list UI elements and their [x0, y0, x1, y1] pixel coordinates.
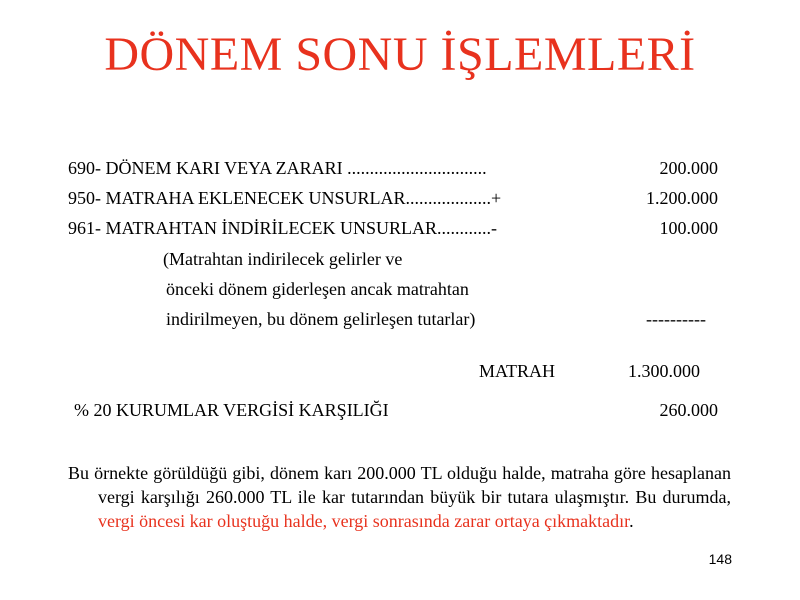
account-amount: 100.000 [659, 218, 718, 238]
matrah-label: MATRAH [479, 361, 556, 381]
tax-amount: 260.000 [659, 400, 718, 420]
account-row-961 [68, 215, 718, 241]
account-label: 690- DÖNEM KARI VEYA ZARARI ............................... [68, 158, 487, 178]
account-amount: 200.000 [659, 158, 718, 178]
matrah-amount: 1.300.000 [628, 361, 700, 381]
tax-label: % 20 KURUMLAR VERGİSİ KARŞILIĞI [74, 400, 389, 420]
tax-row [74, 397, 718, 423]
note-line-1: (Matrahtan indirilecek gelirler ve [163, 249, 403, 269]
account-label: 961- MATRAHTAN İNDİRİLECEK UNSURLAR............- [68, 218, 498, 238]
paragraph-highlight: vergi öncesi kar oluştuğu halde, vergi sonrasında zarar ortaya çıkmaktadır [98, 511, 630, 531]
account-row-950 [68, 185, 718, 211]
slide-title: DÖNEM SONU İŞLEMLERİ [104, 28, 696, 81]
note-line-3: indirilmeyen, bu dönem gelirleşen tutarlar) [166, 309, 476, 329]
account-amount: 1.200.000 [646, 188, 718, 208]
paragraph-end: . [629, 511, 634, 531]
dashes-separator: ---------- [646, 309, 706, 329]
account-row-690 [68, 155, 718, 181]
account-label: 950- MATRAHA EKLENECEK UNSURLAR...................+ [68, 188, 502, 208]
page-number: 148 [708, 551, 732, 567]
explanation-paragraph [68, 461, 731, 533]
paragraph-text: Bu örnekte görüldüğü gibi, dönem karı 200.000 TL olduğu halde, matraha göre hesaplanan vergi karşılığı 260.000 TL ile kar tutarından büyük bir tutara ulaşmıştır. Bu durumda, [68, 463, 731, 507]
note-line-2: önceki dönem giderleşen ancak matrahtan [166, 279, 469, 299]
